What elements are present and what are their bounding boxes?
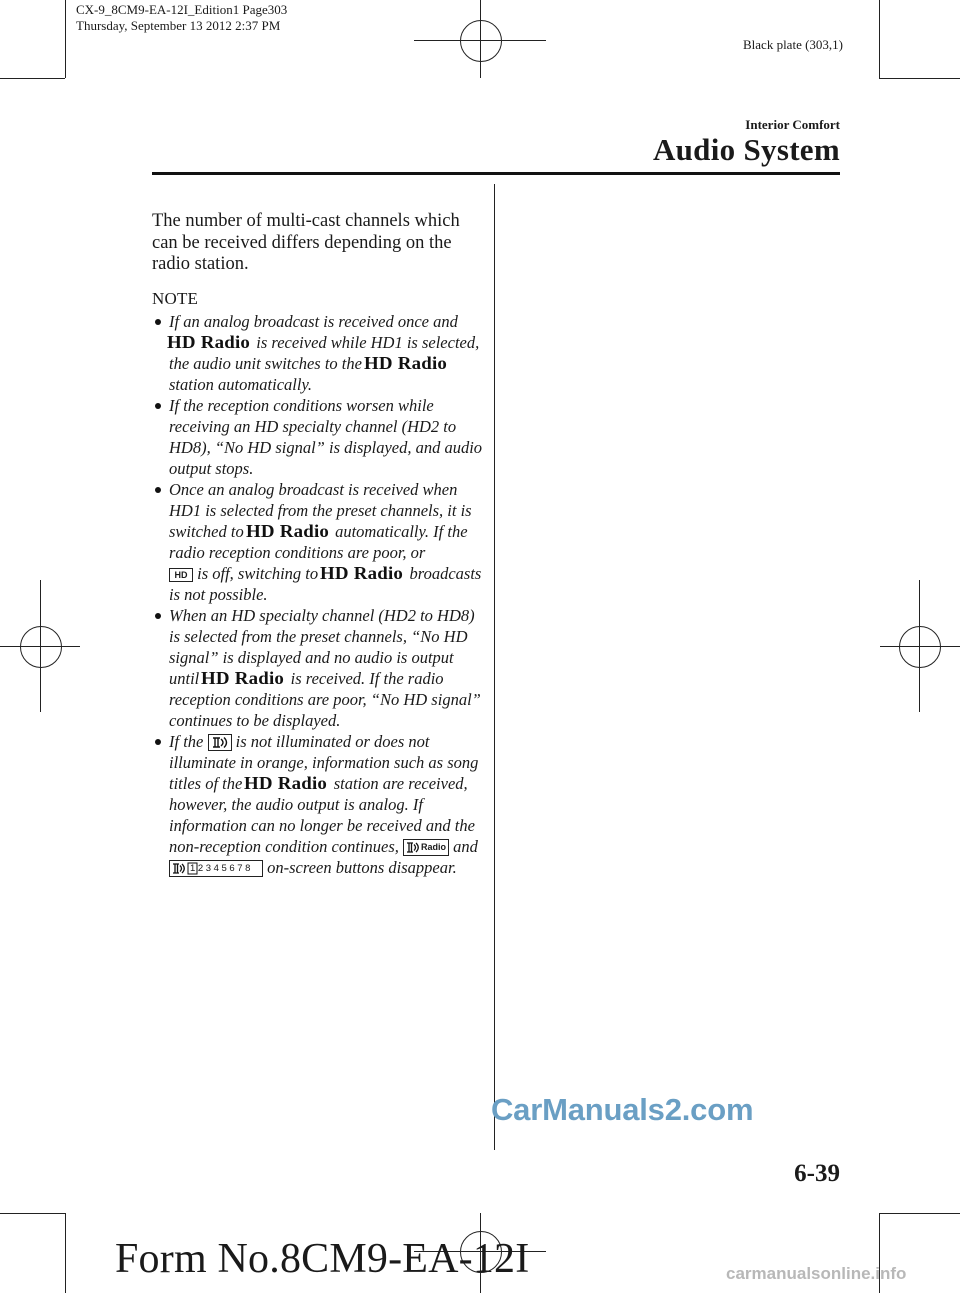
registration-mark-top bbox=[414, 0, 546, 78]
column-divider bbox=[494, 184, 495, 1150]
note-item: If the is not illuminated or does not illuminate in orange, information such as song titles of the HD Radio station are received, however, the audio output is analog. If information can no longer be received and the non-reception condition continues, Radio and 12345678 on-screen buttons disappear. bbox=[152, 731, 486, 878]
bullet-icon bbox=[155, 403, 161, 409]
hd-button-icon: HD bbox=[169, 568, 193, 582]
note-list bbox=[152, 311, 486, 878]
bullet-icon bbox=[155, 487, 161, 493]
bullet-icon bbox=[155, 319, 161, 325]
bullet-icon bbox=[155, 739, 161, 745]
hd-radio-logo: HD Radio bbox=[244, 772, 328, 793]
form-number: Form No.8CM9-EA-12I bbox=[115, 1236, 530, 1282]
hd-channel-button-icon: 12345678 bbox=[169, 860, 263, 877]
note-item: When an HD specialty channel (HD2 to HD8) is selected from the preset channels, “No HD signal” is displayed and no audio is output until HD Radio is received. If the radio reception conditions are poor, “No HD signal” continues to be displayed. bbox=[152, 605, 486, 731]
hd-signal-icon bbox=[208, 734, 232, 751]
hd-radio-logo: HD Radio bbox=[167, 331, 251, 352]
watermark-logo: CarManuals2.com bbox=[491, 1092, 754, 1127]
note-heading: NOTE bbox=[152, 288, 199, 308]
hd-radio-button-icon: Radio bbox=[403, 839, 449, 856]
note-item: Once an analog broadcast is received when HD1 is selected from the preset channels, it is switched to HD Radio automatically. If the radio reception conditions are poor, or HD is off, switching to HD Radio broadcasts is not possible. bbox=[152, 479, 486, 605]
content-column bbox=[152, 211, 486, 878]
file-info-line2: Thursday, September 13 2012 2:37 PM bbox=[76, 18, 281, 33]
hd-radio-logo: HD Radio bbox=[201, 667, 285, 688]
crop-mark bbox=[65, 0, 66, 78]
registration-mark-right bbox=[880, 580, 960, 712]
crop-mark bbox=[65, 1213, 66, 1293]
crop-mark bbox=[879, 0, 880, 78]
intro-paragraph: The number of multi-cast channels which can be received differs depending on the radio station. bbox=[152, 211, 460, 274]
note-item: If an analog broadcast is received once and HD Radio is received while HD1 is selected, the audio unit switches to the HD Radio station automatically. bbox=[152, 311, 486, 395]
hd-radio-logo: HD Radio bbox=[245, 520, 329, 541]
hd-radio-logo: HD Radio bbox=[364, 352, 448, 373]
header-rule bbox=[152, 172, 840, 175]
crop-mark bbox=[879, 78, 960, 79]
hd-radio-logo: HD Radio bbox=[320, 562, 404, 583]
note-item: If the reception conditions worsen while receiving an HD specialty channel (HD2 to HD8), “No HD signal” is displayed, and audio output stops. bbox=[152, 395, 486, 479]
page-title: Audio System bbox=[652, 132, 840, 167]
page-number: 6-39 bbox=[794, 1160, 840, 1187]
registration-mark-left bbox=[0, 580, 80, 712]
crop-mark bbox=[0, 1213, 65, 1214]
file-info-line1: CX-9_8CM9-EA-12I_Edition1 Page303 bbox=[76, 2, 288, 17]
bullet-icon bbox=[155, 613, 161, 619]
plate-label: Black plate (303,1) bbox=[743, 37, 843, 52]
footer-site: carmanualsonline.info bbox=[726, 1264, 907, 1283]
crop-mark bbox=[0, 78, 65, 79]
crop-mark bbox=[879, 1213, 960, 1214]
section-label: Interior Comfort bbox=[745, 117, 840, 132]
